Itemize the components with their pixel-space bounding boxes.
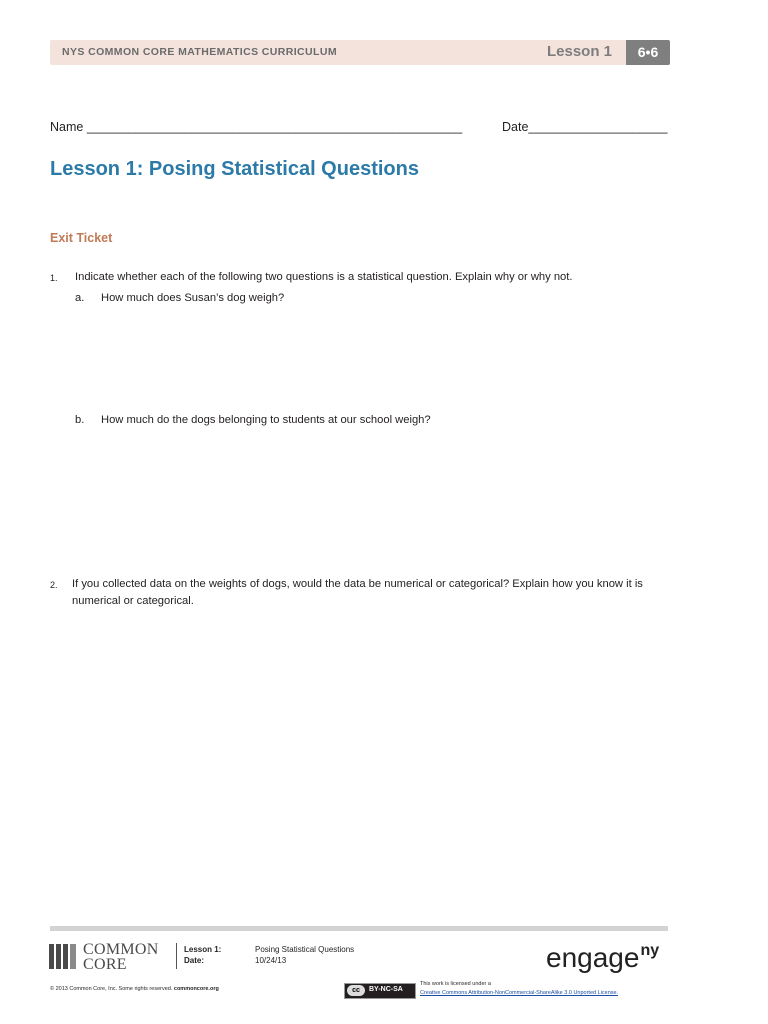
copyright-notice: © 2013 Common Core, Inc. Some rights reserved. commoncore.org	[50, 986, 219, 992]
footer-divider	[176, 943, 177, 969]
logo-word-common: COMMON	[83, 941, 159, 958]
footer-rule	[50, 926, 668, 931]
question-text-line1: If you collected data on the weights of dogs, would the data be numerical or categorical? Explain how you know it is	[72, 578, 643, 590]
cc-badge-text: BY-NC-SA	[369, 986, 403, 993]
section-heading: Exit Ticket	[50, 231, 113, 245]
part-letter: a.	[75, 292, 85, 304]
lesson-label: Lesson 1	[546, 43, 612, 60]
copyright-site[interactable]: commoncore.org	[173, 986, 219, 992]
curriculum-label: NYS COMMON CORE MATHEMATICS CURRICULUM	[62, 46, 337, 58]
page-title: Lesson 1: Posing Statistical Questions	[50, 158, 419, 180]
part-letter: b.	[75, 414, 85, 426]
cc-license-badge[interactable]	[344, 983, 416, 999]
grade-module-badge: 6•6	[626, 40, 670, 65]
question-text-line2: numerical or categorical.	[72, 595, 194, 607]
engage-ny: ny	[640, 942, 660, 959]
question-number: 1.	[50, 273, 58, 283]
logo-word-core: CORE	[83, 956, 127, 973]
header-bar	[50, 40, 670, 65]
creative-commons-icon: cc	[347, 985, 365, 996]
engageny-logo	[546, 942, 659, 974]
license-link[interactable]: Creative Commons Attribution-NonCommercial-ShareAlike 3.0 Unported License.	[420, 990, 619, 996]
footer-lesson-value: Posing Statistical Questions	[255, 945, 355, 954]
part-text: How much do the dogs belonging to students at our school weigh?	[101, 414, 431, 426]
engage-word: engage	[546, 942, 640, 973]
question-number: 2.	[50, 580, 58, 590]
footer-date-value: 10/24/13	[255, 956, 287, 965]
footer-date-label: Date:	[184, 956, 205, 965]
date-field[interactable]: Date____________________	[502, 120, 668, 134]
license-text: This work is licensed under a	[420, 981, 491, 987]
footer-lesson-label: Lesson 1:	[184, 945, 222, 954]
question-text: Indicate whether each of the following two questions is a statistical question. Explain why or why not.	[75, 271, 573, 283]
name-field[interactable]: Name ______________________________________________________	[50, 120, 463, 134]
common-core-logo	[49, 941, 179, 973]
part-text: How much does Susan’s dog weigh?	[101, 292, 285, 304]
